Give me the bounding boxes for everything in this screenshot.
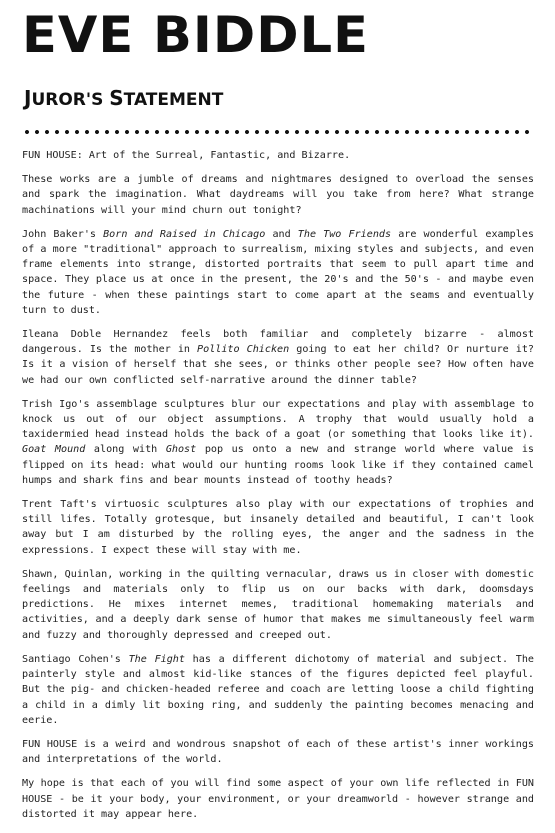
artwork-title: Ghost — [165, 444, 197, 456]
text-run: Ileana Doble Hernandez feels both familiar and completely bizarre - almost dangerous. Is the mother in — [22, 329, 534, 356]
paragraph — [22, 227, 534, 318]
artwork-title: The Fight — [128, 653, 185, 665]
text-run: pop us onto a new and strange world where value is flipped on its head: what would our hunting rooms look like if they contained camel humps and shark fins and bear mounts instead of toothy heads? — [22, 444, 534, 486]
subtitle-part: TATEMENT — [123, 90, 224, 110]
artwork-title: The Two Friends — [297, 228, 392, 240]
paragraph: Trent Taft's virtuosic sculptures also play with our expectations of trophies and still lifes. Totally grotesque, but insanely detailed and beautiful, I can't look away but I am disturbed by the rolling eyes, the anger and the sadness in the expressions. I expect these will stay with me. — [22, 499, 534, 556]
paragraph: My hope is that each of you will find some aspect of your own life reflected in FUN HOUSE - be it your body, your environment, or your dreamworld - however strange and distorted it may appear here. — [22, 778, 534, 820]
text-run: John Baker's — [22, 228, 104, 240]
subtitle-part: UROR'S — [31, 90, 110, 110]
text-run: going to eat her child? Or nurture it? Is it a vision of herself that she sees, or thinks other people see? How often have we had our own conflicted self-narrative around the dinner table? — [22, 344, 535, 386]
text-run: has a different dichotomy of material and subject. The painterly style and almost kid-like stances of the figures depicted feel playful. But the pig- and chicken-headed referee and coach are letting loose a child fighting a child in a dimly lit boxing ring, and suddenly the painting becomes menacing and eerie. — [22, 653, 534, 726]
dotted-divider — [22, 129, 534, 135]
paragraph: These works are a jumble of dreams and nightmares designed to overload the senses and spark the imagination. What daydreams will you take from here? What strange machinations will your mind churn out tonight? — [22, 174, 534, 216]
paragraph: FUN HOUSE: Art of the Surreal, Fantastic, and Bizarre. — [22, 150, 351, 161]
paragraph — [22, 327, 534, 388]
text-run: along with — [85, 444, 166, 456]
text-run: Santiago Cohen's — [22, 653, 129, 665]
paragraph: Shawn, Quinlan, working in the quilting vernacular, draws us in closer with domestic feelings and materials only to flip us on our backs with dark, doomsdays predictions. He mixes internet memes, traditional homemaking materials and activities, and a deeply dark sense of humor that makes me simultaneously feel warm and fuzzy and thoroughly depressed and creeped out. — [22, 568, 534, 641]
text-run: and — [265, 228, 298, 240]
page-title: EVE BIDDLE — [22, 6, 369, 64]
paragraph — [22, 397, 534, 488]
paragraph — [22, 652, 534, 728]
text-run: Trish Igo's assemblage sculptures blur our expectations and play with assemblage to knock us out of our object assumptions. A trophy that would usually hold a taxidermied head instead holds the back of a goat (or something that looks like it). — [22, 398, 534, 441]
page-subtitle — [24, 86, 223, 112]
subtitle-part: S — [109, 86, 124, 110]
artwork-title: Born and Raised in Chicago — [103, 228, 266, 240]
subtitle-part: J — [24, 86, 32, 110]
text-run: are wonderful examples of a more "traditional" approach to surrealism, mixing styles and subjects, and even frame elements into strange, distorted portraits that seem to pull apart time and space. They place us at once in the present, the 20's and the 50's - and maybe even the future - when these paintings start to come apart at the seams and eventually turn to dust. — [22, 228, 534, 316]
statement-body — [22, 148, 534, 831]
artwork-title: Pollito Chicken — [197, 344, 290, 356]
paragraph: FUN HOUSE is a weird and wondrous snapshot of each of these artist's inner workings and interpretations of the world. — [22, 738, 534, 766]
artwork-title: Goat Mound — [22, 444, 86, 456]
